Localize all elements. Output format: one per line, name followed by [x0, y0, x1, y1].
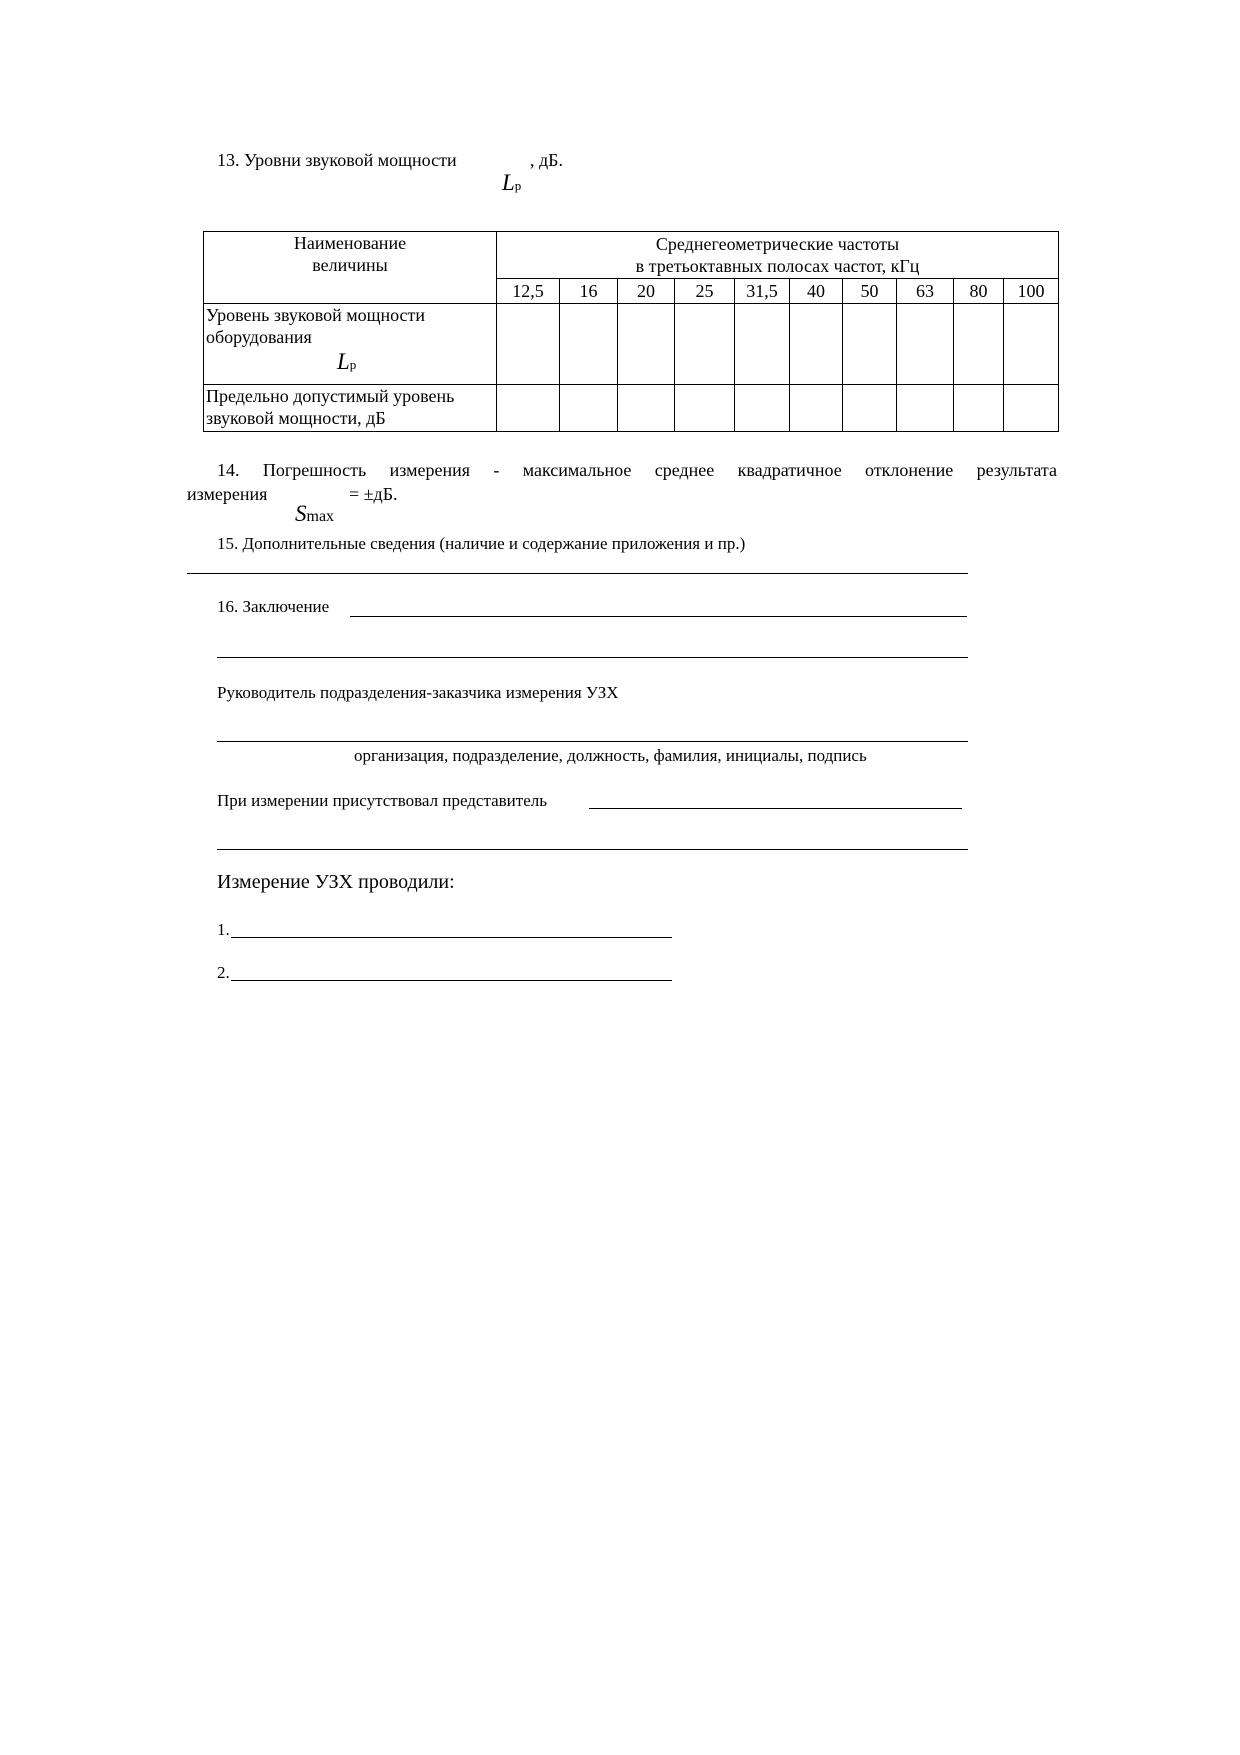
freq-cell: 20 — [618, 279, 675, 304]
freq-cell: 12,5 — [497, 279, 560, 304]
manager-caption: организация, подразделение, должность, фамилия, инициалы, подпись — [354, 746, 867, 765]
value-cell[interactable] — [735, 385, 790, 432]
section-16-blank-line-2[interactable] — [217, 657, 968, 658]
value-cell[interactable] — [560, 304, 618, 385]
value-cell[interactable] — [954, 304, 1004, 385]
section-14-value: = ±дБ. — [349, 484, 398, 504]
value-cell[interactable] — [497, 385, 560, 432]
representative-label: При измерении присутствовал представитель — [217, 791, 547, 810]
symbol-letter: L — [337, 349, 350, 374]
sound-power-table — [203, 231, 1059, 432]
error-symbol — [295, 501, 334, 527]
value-cell[interactable] — [1004, 304, 1059, 385]
value-cell[interactable] — [954, 385, 1004, 432]
header-freq-line1: Среднегеометрические частоты — [655, 234, 900, 254]
section-13-unit: , дБ. — [530, 150, 563, 170]
performer-1-number: 1. — [217, 920, 230, 939]
value-cell[interactable] — [843, 385, 897, 432]
manager-label: Руководитель подразделения-заказчика измерения УЗХ — [217, 683, 619, 702]
section-13-title: 13. Уровни звуковой мощности — [217, 150, 457, 170]
freq-cell: 31,5 — [735, 279, 790, 304]
freq-cell: 80 — [954, 279, 1004, 304]
freq-cell: 100 — [1004, 279, 1059, 304]
section-16-blank-line[interactable] — [350, 616, 967, 617]
performer-2-number: 2. — [217, 963, 230, 982]
value-cell[interactable] — [843, 304, 897, 385]
value-cell[interactable] — [735, 304, 790, 385]
value-cell[interactable] — [497, 304, 560, 385]
performer-1-blank-line[interactable] — [231, 937, 672, 938]
section-14-line1: 14. Погрешность измерения - максимальное среднее квадратичное отклонение результата — [217, 460, 1057, 480]
row1-line1: Уровень звуковой мощности — [206, 305, 426, 325]
value-cell[interactable] — [675, 385, 735, 432]
section-15-title: 15. Дополнительные сведения (наличие и содержание приложения и пр.) — [217, 534, 746, 553]
value-cell[interactable] — [618, 304, 675, 385]
header-name-line2: величины — [312, 255, 388, 275]
performer-2-blank-line[interactable] — [231, 980, 672, 981]
representative-blank-line[interactable] — [589, 808, 962, 809]
value-cell[interactable] — [897, 304, 954, 385]
value-cell[interactable] — [618, 385, 675, 432]
row-equipment-level-label — [204, 304, 497, 385]
header-name-line1: Наименование — [293, 233, 407, 253]
section-16-title: 16. Заключение — [217, 597, 330, 616]
manager-blank-line[interactable] — [217, 741, 968, 742]
freq-cell: 63 — [897, 279, 954, 304]
freq-cell: 50 — [843, 279, 897, 304]
table-row — [204, 304, 1059, 385]
header-freq-line2: в третьоктавных полосах частот, кГц — [635, 256, 920, 276]
header-name-cell — [204, 232, 497, 304]
freq-cell: 25 — [675, 279, 735, 304]
freq-cell: 40 — [790, 279, 843, 304]
row1-line2: оборудования — [206, 327, 312, 347]
table-header-row — [204, 232, 1059, 279]
value-cell[interactable] — [790, 304, 843, 385]
symbol-subscript: р — [349, 357, 357, 372]
value-cell[interactable] — [790, 385, 843, 432]
header-freq-cell — [497, 232, 1059, 279]
representative-blank-line-2[interactable] — [217, 849, 968, 850]
performers-title: Измерение УЗХ проводили: — [217, 871, 455, 893]
value-cell[interactable] — [897, 385, 954, 432]
section-14-line2: измерения — [187, 484, 268, 504]
freq-cell: 16 — [560, 279, 618, 304]
power-level-symbol — [502, 170, 521, 196]
section-15-blank-line[interactable] — [187, 573, 968, 574]
value-cell[interactable] — [675, 304, 735, 385]
row-permissible-level-label — [204, 385, 497, 432]
row2-line2: звуковой мощности, дБ — [206, 408, 386, 428]
symbol-subscript: р — [514, 178, 522, 193]
symbol-letter: L — [502, 170, 515, 195]
table-row — [204, 385, 1059, 432]
row2-line1: Предельно допустимый уровень — [206, 386, 455, 406]
symbol-letter: S — [295, 501, 307, 526]
symbol-subscript: max — [306, 508, 335, 525]
value-cell[interactable] — [560, 385, 618, 432]
value-cell[interactable] — [1004, 385, 1059, 432]
row1-symbol — [206, 348, 496, 379]
